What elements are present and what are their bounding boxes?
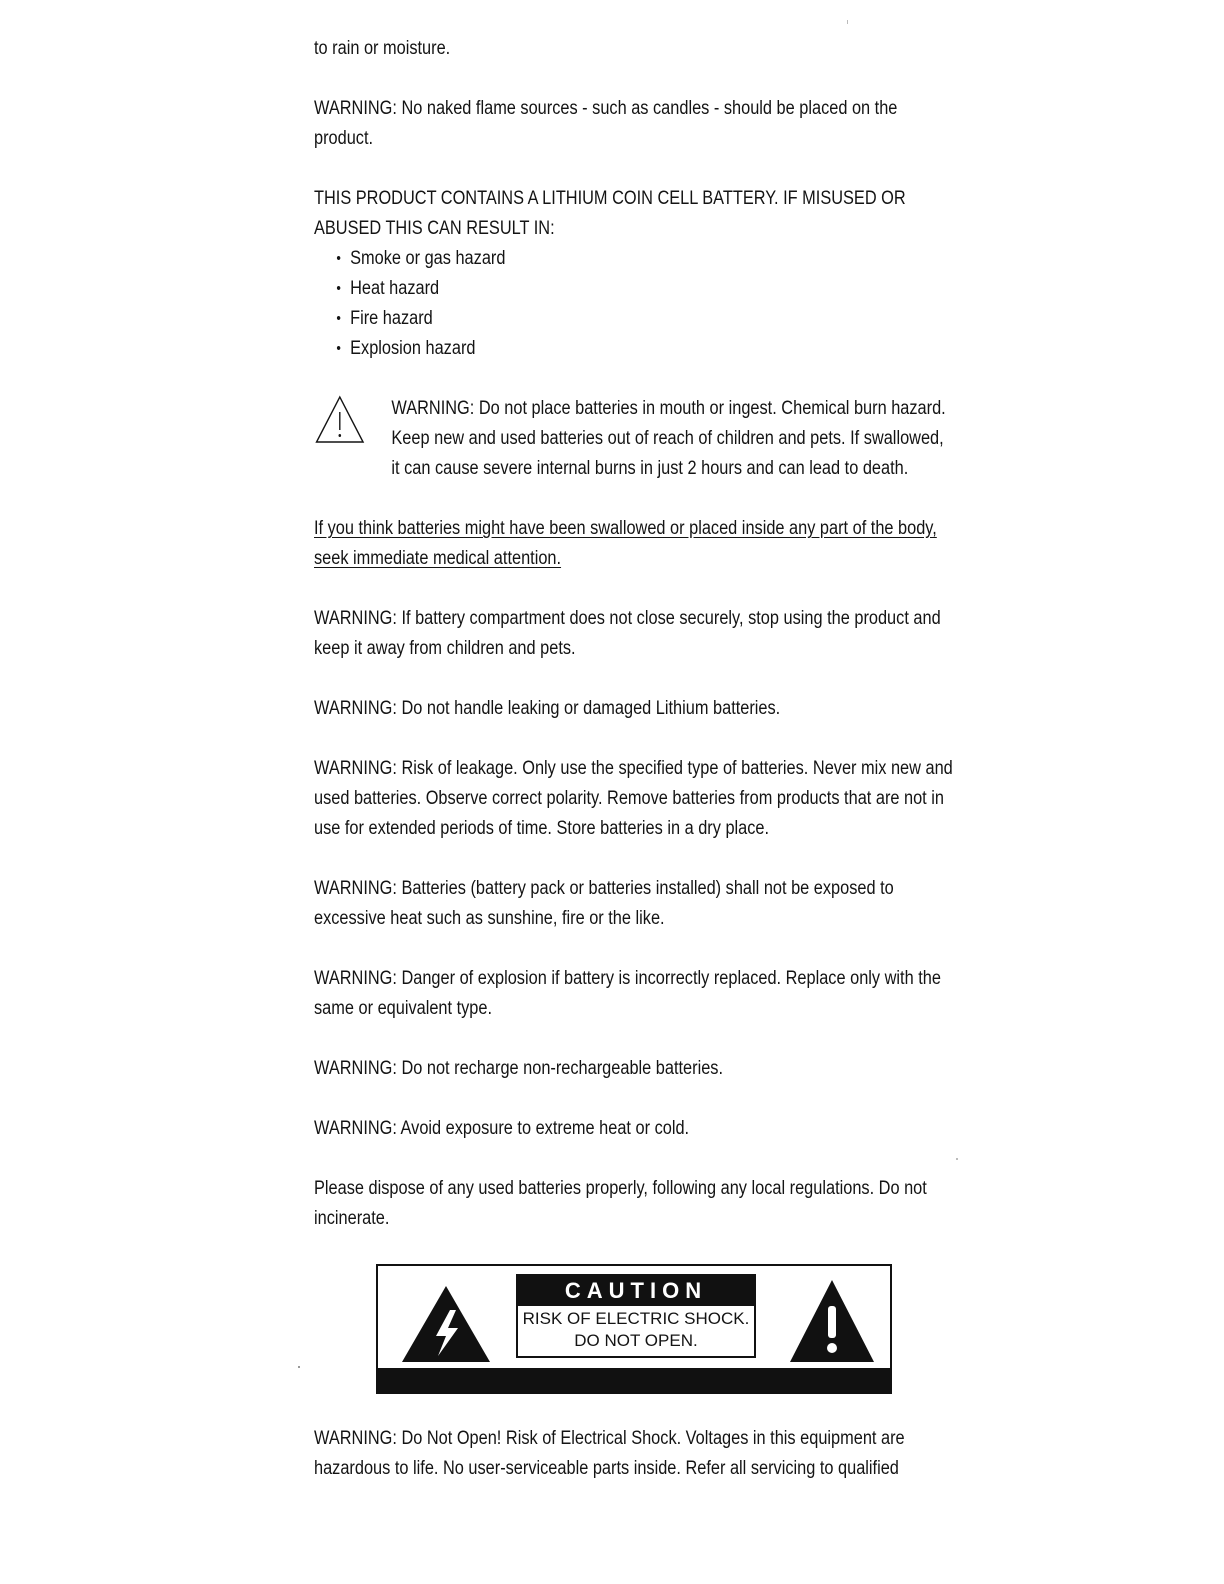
paragraph-heat-exposure: WARNING: Batteries (battery pack or batteries installed) shall not be exposed to excessive heat such as sunshine, fire or the like. <box>314 878 894 929</box>
list-item: • Smoke or gas hazard <box>336 244 953 274</box>
scan-speck <box>956 1158 958 1160</box>
list-item: • Heat hazard <box>336 274 953 304</box>
paragraph-explosion-danger: WARNING: Danger of explosion if battery is incorrectly replaced. Replace only with the same or equivalent type. <box>314 968 941 1019</box>
caution-header: CAUTION <box>518 1276 754 1306</box>
exclamation-triangle-icon <box>788 1278 876 1364</box>
paragraph-do-not-open: WARNING: Do Not Open! Risk of Electrical Shock. Voltages in this equipment are hazardous to life. No user-serviceable parts inside. Refer all servicing to qualified <box>314 1428 905 1479</box>
scan-speck <box>298 1366 300 1368</box>
document-body-bottom <box>314 1424 954 1484</box>
paragraph-no-recharge: WARNING: Do not recharge non-rechargeable batteries. <box>314 1058 723 1079</box>
scan-speck <box>847 20 848 24</box>
warning-triangle-outline-icon <box>314 394 366 446</box>
ingest-warning-block <box>314 394 954 484</box>
paragraph-medical-attention: If you think batteries might have been swallowed or placed inside any part of the body, seek immediate medical attention. <box>314 518 937 569</box>
document-body <box>314 34 954 1264</box>
paragraph-extreme-temp: WARNING: Avoid exposure to extreme heat or cold. <box>314 1118 690 1139</box>
caution-box <box>516 1274 756 1358</box>
list-item: • Fire hazard <box>336 304 953 334</box>
caution-line-2: DO NOT OPEN. <box>574 1331 698 1350</box>
electric-shock-triangle-icon <box>400 1284 492 1364</box>
caution-bottom-bar <box>378 1368 890 1392</box>
paragraph-ingest-warning: WARNING: Do not place batteries in mouth or ingest. Chemical burn hazard. Keep new and used batteries out of reach of children and pets. If swallowed, it can cause severe internal burns in just 2 hours and can lead to death. <box>391 398 946 479</box>
caution-label <box>376 1264 892 1394</box>
list-item: • Explosion hazard <box>336 334 953 364</box>
paragraph-leaking-warning: WARNING: Do not handle leaking or damaged Lithium batteries. <box>314 698 781 719</box>
paragraph-leakage-risk: WARNING: Risk of leakage. Only use the specified type of batteries. Never mix new and used batteries. Observe correct polarity. Remove batteries from products that are not in use for extended periods of time. Store batteries in a dry place. <box>314 758 953 839</box>
hazard-list <box>314 244 954 364</box>
paragraph-disposal: Please dispose of any used batteries properly, following any local regulations. Do not incinerate. <box>314 1178 927 1229</box>
caution-line-1: RISK OF ELECTRIC SHOCK. <box>522 1309 750 1328</box>
paragraph-lithium-notice: THIS PRODUCT CONTAINS A LITHIUM COIN CELL BATTERY. IF MISUSED OR ABUSED THIS CAN RESULT IN: <box>314 188 906 239</box>
paragraph-rain: to rain or moisture. <box>314 38 451 59</box>
paragraph-flame-warning: WARNING: No naked flame sources - such as candles - should be placed on the product. <box>314 98 898 149</box>
paragraph-compartment-warning: WARNING: If battery compartment does not close securely, stop using the product and keep it away from children and pets. <box>314 608 941 659</box>
